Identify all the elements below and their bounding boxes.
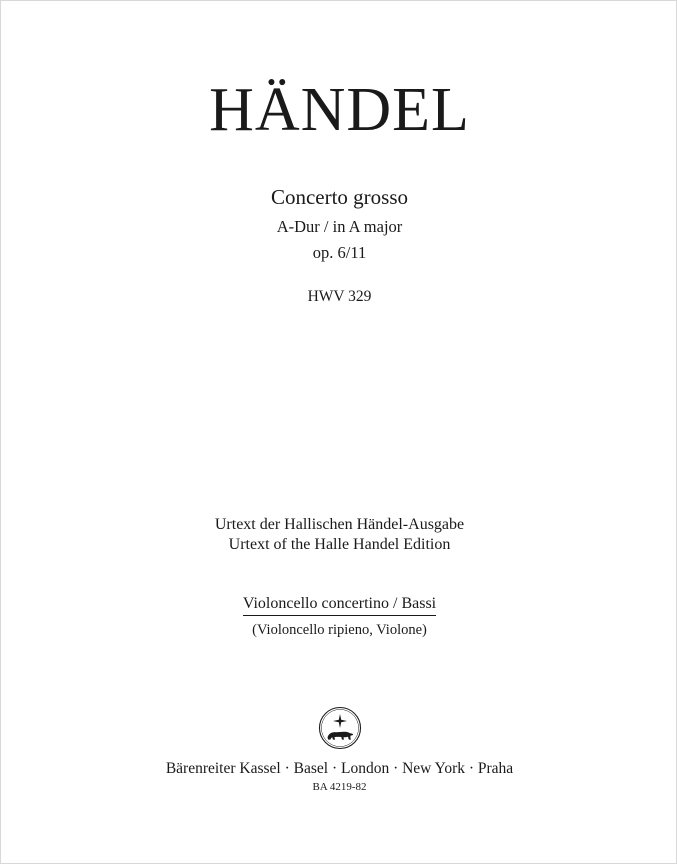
composer-name: HÄNDEL bbox=[209, 76, 470, 144]
catalog-number: BA 4219-82 bbox=[312, 781, 367, 793]
work-opus: op. 6/11 bbox=[312, 243, 367, 262]
part-detail: (Violoncello ripieno, Violone) bbox=[252, 622, 427, 638]
work-catalog: HWV 329 bbox=[307, 288, 372, 305]
part-name-text: Violoncello concertino / Bassi bbox=[243, 596, 436, 616]
part-name bbox=[1, 596, 677, 616]
publisher-cities: Bärenreiter Kassel · Basel · London · New York · Praha bbox=[165, 760, 514, 777]
work-key: A-Dur / in A major bbox=[276, 217, 403, 236]
edition-line-english: Urtext of the Halle Handel Edition bbox=[228, 536, 451, 553]
baerenreiter-bear-logo-icon bbox=[318, 706, 362, 750]
edition-line-german: Urtext der Hallischen Händel-Ausgabe bbox=[214, 516, 465, 533]
work-title: Concerto grosso bbox=[270, 185, 409, 209]
